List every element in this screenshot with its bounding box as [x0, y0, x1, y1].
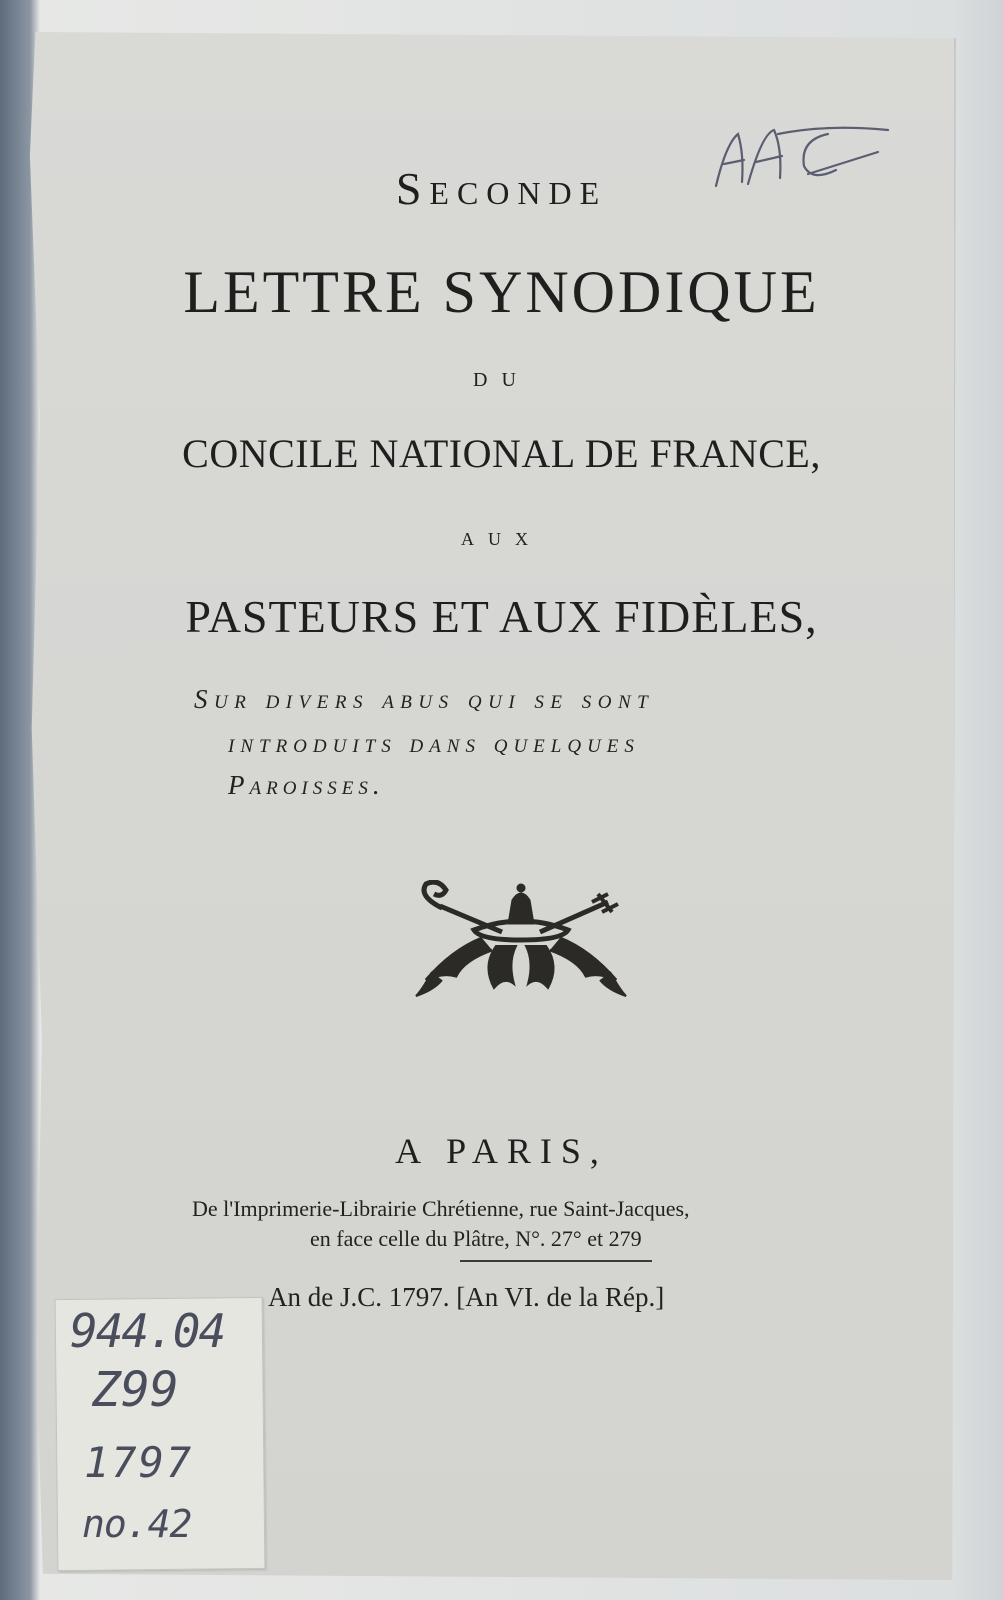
subtitle-line-2: introduits dans quelques — [228, 728, 640, 758]
imprint-rule — [460, 1260, 652, 1262]
handwritten-signature-icon — [708, 104, 898, 194]
title-line-lettre-synodique: LETTRE SYNODIQUE — [183, 259, 820, 325]
title-line-concile: CONCILE NATIONAL DE FRANCE, — [182, 431, 821, 476]
call-number-line-1: 944.04 — [70, 1304, 225, 1358]
imprint-printer: De l'Imprimerie-Librairie Chrétienne, rue Saint-Jacques, — [192, 1196, 690, 1221]
mitre-crozier-ornament-icon — [412, 880, 630, 998]
subtitle-line-1: Sur divers abus qui se sont — [194, 684, 655, 714]
title-line-aux: aux — [461, 522, 542, 551]
imprint-address: en face celle du Plâtre, N°. 27° et 279 — [310, 1226, 642, 1251]
call-number-item: no.42 — [82, 1502, 192, 1546]
subtitle-line-3: Paroisses. — [228, 770, 385, 800]
title-line-seconde: Seconde — [395, 163, 608, 214]
title-line-du: du — [473, 362, 530, 393]
call-number-line-2: Z99 — [92, 1362, 179, 1418]
imprint-date: An de J.C. 1797. [An VI. de la Rép.] — [268, 1282, 665, 1312]
imprint-place: A PARIS, — [395, 1131, 608, 1171]
call-number-year: 1797 — [84, 1438, 194, 1487]
title-line-pasteurs: PASTEURS ET AUX FIDÈLES, — [185, 591, 818, 642]
